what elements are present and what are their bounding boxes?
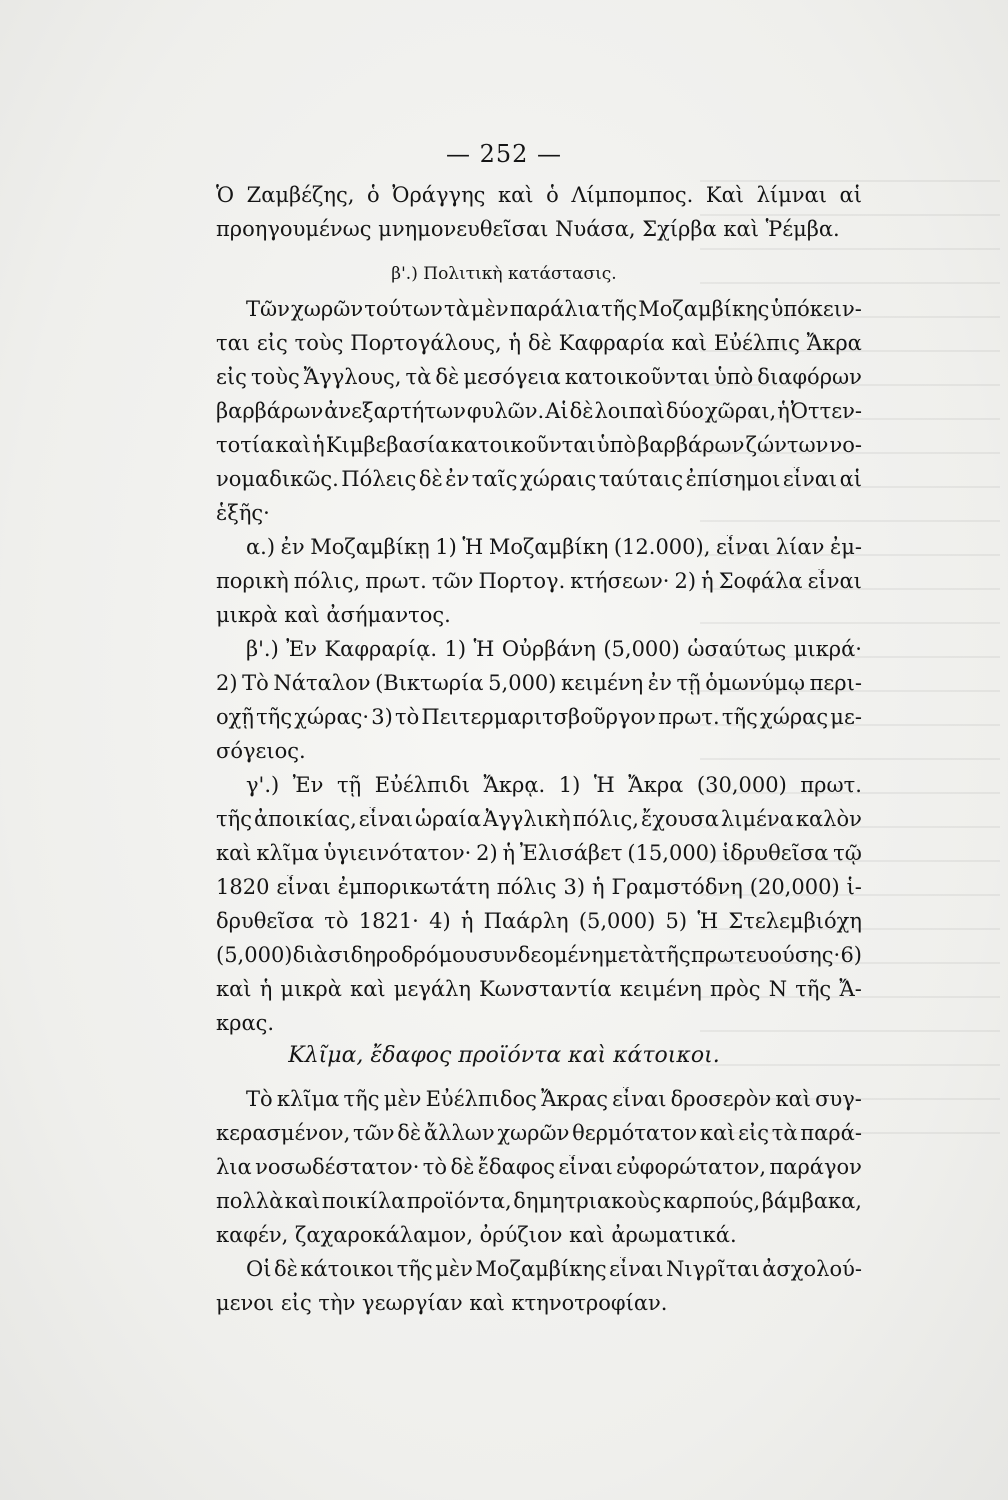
text-line: ται εἰς τοὺς Πορτογάλους, ἡ δὲ Καφραρία καὶ Εὐέλπις Ἄκρα [216, 331, 862, 355]
text-line: λια νοσωδέστατον· τὸ δὲ ἔδαφος εἶναι εὐφορώτατον, παράγον [216, 1155, 862, 1179]
text-line: πορικὴ πόλις, πρωτ. τῶν Πορτογ. κτήσεων· 2) ἡ Σοφάλα εἶναι [216, 569, 862, 593]
text-line: καὶ κλῖμα ὑγιεινότατον· 2) ἡ Ἐλισάβετ (15,000) ἱδρυθεῖσα τῷ [216, 841, 862, 865]
paragraph-political [216, 297, 862, 1045]
text-line: δρυθεῖσα τὸ 1821· 4) ἡ Παάρλη (5,000) 5) Ἡ Στελεμβιόχη [216, 909, 862, 933]
text-line: κερασμένον, τῶν δὲ ἄλλων χωρῶν θερμότατον καὶ εἰς τὰ παρά- [216, 1121, 862, 1145]
text-line: νομαδικῶς. Πόλεις δὲ ἐν ταῖς χώραις ταύταις ἐπίσημοι εἶναι αἱ [216, 467, 862, 491]
page-number: — 252 — [445, 140, 563, 168]
text-line: κρας. [216, 1011, 275, 1035]
text-line: Ὁ Ζαμβέζης, ὁ Ὀράγγης καὶ ὁ Λίμπομπος. Καὶ λίμναι αἱ [216, 183, 862, 207]
paragraph-rivers [216, 183, 862, 251]
section-heading: β'.) Πολιτικὴ κατάστασις. [391, 264, 617, 284]
text-line: μενοι εἰς τὴν γεωργίαν καὶ κτηνοτροφίαν. [216, 1291, 668, 1315]
text-line: γ'.) Ἐν τῇ Εὐέλπιδι Ἄκρᾳ. 1) Ἡ Ἄκρα (30,000) πρωτ. [246, 773, 862, 797]
text-line: (5,000) διὰ σιδηροδρόμου συνδεομένη μετὰ τῆς πρωτευούσης· 6) [216, 943, 862, 967]
text-line: 2) Τὸ Νάταλον (Βικτωρία 5,000) κειμένη ἐν τῇ ὁμωνύμῳ περι- [216, 671, 862, 695]
text-line: τῆς ἀποικίας, εἶναι ὡραία Ἀγγλικὴ πόλις, ἔχουσα λιμένα καλὸν [216, 807, 862, 831]
text-line: Τῶν χωρῶν τούτων τὰ μὲν παράλια τῆς Μοζαμβίκης ὑπόκειν- [246, 297, 862, 321]
text-line: μικρὰ καὶ ἀσήμαντος. [216, 603, 451, 627]
text-line: 1820 εἶναι ἐμπορικωτάτη πόλις 3) ἡ Γραμστόδνη (20,000) ἱ- [216, 875, 862, 899]
text-line: βαρβάρων ἀνεξαρτήτων φυλῶν. Αἱ δὲ λοιπαὶ δύο χῶραι, ἡ Ὀττεν- [216, 399, 862, 423]
text-line: ἑξῆς· [216, 501, 270, 525]
text-line: β'.) Ἐν Καφραρίᾳ. 1) Ἡ Οὐρβάνη (5,000) ὡσαύτως μικρά· [246, 637, 862, 661]
text-line: καφέν, ζαχαροκάλαμον, ὀρύζιον καὶ ἀρωματικά. [216, 1223, 737, 1247]
text-line: Οἱ δὲ κάτοικοι τῆς μὲν Μοζαμβίκης εἶναι Νιγρῖται ἀσχολού- [246, 1257, 862, 1281]
text-line: οχῇ τῆς χώρας· 3) τὸ Πειτερμαριτσβοῦργον πρωτ. τῆς χώρας με- [216, 705, 862, 729]
text-line: πολλὰ καὶ ποικίλα προϊόντα, δημητριακοὺς καρπούς, βάμβακα, [216, 1189, 862, 1213]
text-line: Τὸ κλῖμα τῆς μὲν Εὐέλπιδος Ἄκρας εἶναι δροσερὸν καὶ συγ- [246, 1087, 862, 1111]
text-line: προηγουμένως μνημονευθεῖσαι Νυάσα, Σχίρβα καὶ Ῥέμβα. [216, 217, 840, 241]
text-line: καὶ ἡ μικρὰ καὶ μεγάλη Κωνσταντία κειμένη πρὸς Ν τῆς Ἄ- [216, 977, 862, 1001]
text-line: σόγειος. [216, 739, 306, 763]
text-line: εἰς τοὺς Ἄγγλους, τὰ δὲ μεσόγεια κατοικοῦνται ὑπὸ διαφόρων [216, 365, 862, 389]
text-line: α.) ἐν Μοζαμβίκῃ 1) Ἡ Μοζαμβίκη (12.000), εἶναι λίαν ἐμ- [246, 535, 862, 559]
paragraph-climate [216, 1087, 862, 1325]
italic-section-heading: Κλῖμα, ἔδαφος προϊόντα καὶ κάτοικοι. [288, 1043, 720, 1068]
text-line: τοτία καὶ ἡ Κιμβεβασία κατοικοῦνται ὑπὸ βαρβάρων ζώντων νο- [216, 433, 862, 457]
